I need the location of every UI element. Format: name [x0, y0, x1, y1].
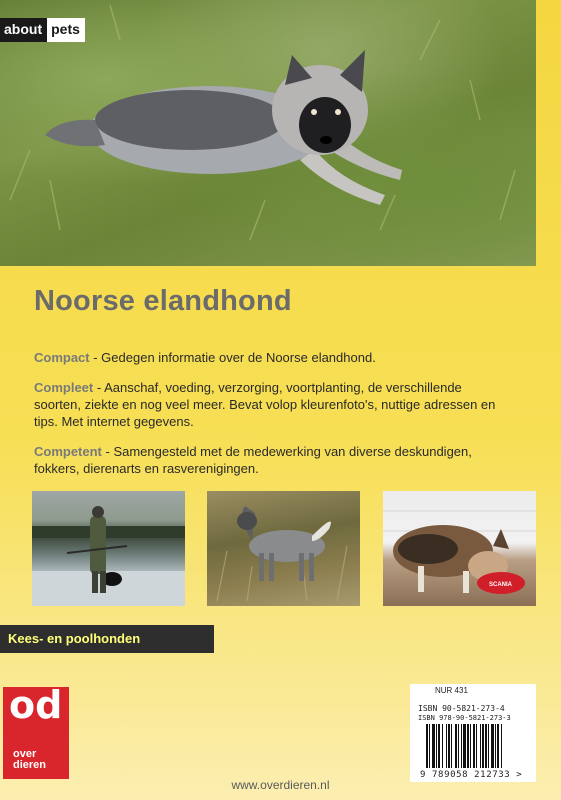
- nur-code: NUR 431: [435, 686, 468, 695]
- photo-puppy-eating: [383, 491, 536, 606]
- barcode-bar: [482, 724, 484, 768]
- barcode-bar: [448, 724, 450, 768]
- over-dieren-logo: [3, 683, 69, 779]
- paragraph-compact: [34, 349, 504, 366]
- barcode-bar: [429, 724, 430, 768]
- isbn-10: ISBN 90-5821-273-4: [418, 704, 505, 713]
- publisher-url[interactable]: www.overdieren.nl: [231, 778, 330, 792]
- barcode-bars: [426, 724, 530, 768]
- text-compact: - Gedegen informatie over de Noorse elandhond.: [89, 350, 376, 365]
- text-compleet: - Aanschaf, voeding, verzorging, voortplanting, de verschillende soorten, ziekte en nog veel meer. Bevat volop kleurenfoto's, nuttige adressen en tips. Met internet gegevens.: [34, 380, 496, 429]
- barcode-bar: [495, 724, 496, 768]
- barcode-bar: [497, 724, 499, 768]
- logo-text: [13, 749, 46, 771]
- category-label: Kees- en poolhonden: [0, 625, 214, 653]
- about-pets-logo: [0, 18, 85, 42]
- photo-hunter-with-dog: [32, 491, 185, 606]
- elkhound-illustration: [207, 491, 360, 606]
- hero-puppy-photo: [0, 0, 536, 266]
- barcode-bar: [488, 724, 489, 768]
- isbn-13: ISBN 978-90-5821-273-3: [418, 714, 511, 722]
- barcode-digits: 9 789058 212733 >: [420, 770, 523, 780]
- barcode-bar: [455, 724, 457, 768]
- brand-about: about: [0, 18, 47, 42]
- barcode-bar: [458, 724, 459, 768]
- logo-line-over: over: [13, 748, 37, 760]
- bowl-label: SCANIA: [489, 582, 513, 588]
- barcode-bar: [446, 724, 447, 768]
- barcode-bar: [438, 724, 440, 768]
- barcode-bar: [442, 724, 443, 768]
- hunter-illustration: [32, 491, 185, 606]
- paragraph-competent: [34, 443, 504, 477]
- barcode-bar: [491, 724, 494, 768]
- barcode-bar: [436, 724, 437, 768]
- photo-elkhound-standing: [207, 491, 360, 606]
- barcode-bar: [463, 724, 466, 768]
- keyword-competent: Competent: [34, 444, 102, 459]
- eating-puppy-illustration: [383, 491, 536, 606]
- keyword-compact: Compact: [34, 350, 90, 365]
- barcode-bar: [485, 724, 487, 768]
- barcode-bar: [432, 724, 435, 768]
- paragraph-compleet: [34, 379, 504, 430]
- barcode-bar: [501, 724, 502, 768]
- keyword-compleet: Compleet: [34, 380, 94, 395]
- book-title: Noorse elandhond: [34, 285, 292, 317]
- logo-line-dieren: dieren: [13, 759, 47, 771]
- brand-pets: pets: [47, 18, 85, 42]
- logo-letters: od: [9, 683, 63, 727]
- barcode-bar: [426, 724, 428, 768]
- barcode-panel: [410, 684, 536, 782]
- barcode-bar: [480, 724, 481, 768]
- barcode-bar: [470, 724, 471, 768]
- barcode-bar: [451, 724, 452, 768]
- barcode-bar: [467, 724, 469, 768]
- barcode-bar: [461, 724, 462, 768]
- barcode-bar: [473, 724, 475, 768]
- text-competent: - Samengesteld met de medewerking van diverse deskundigen, fokkers, dierenarts en rasverenigingen.: [34, 444, 472, 476]
- barcode-bar: [476, 724, 477, 768]
